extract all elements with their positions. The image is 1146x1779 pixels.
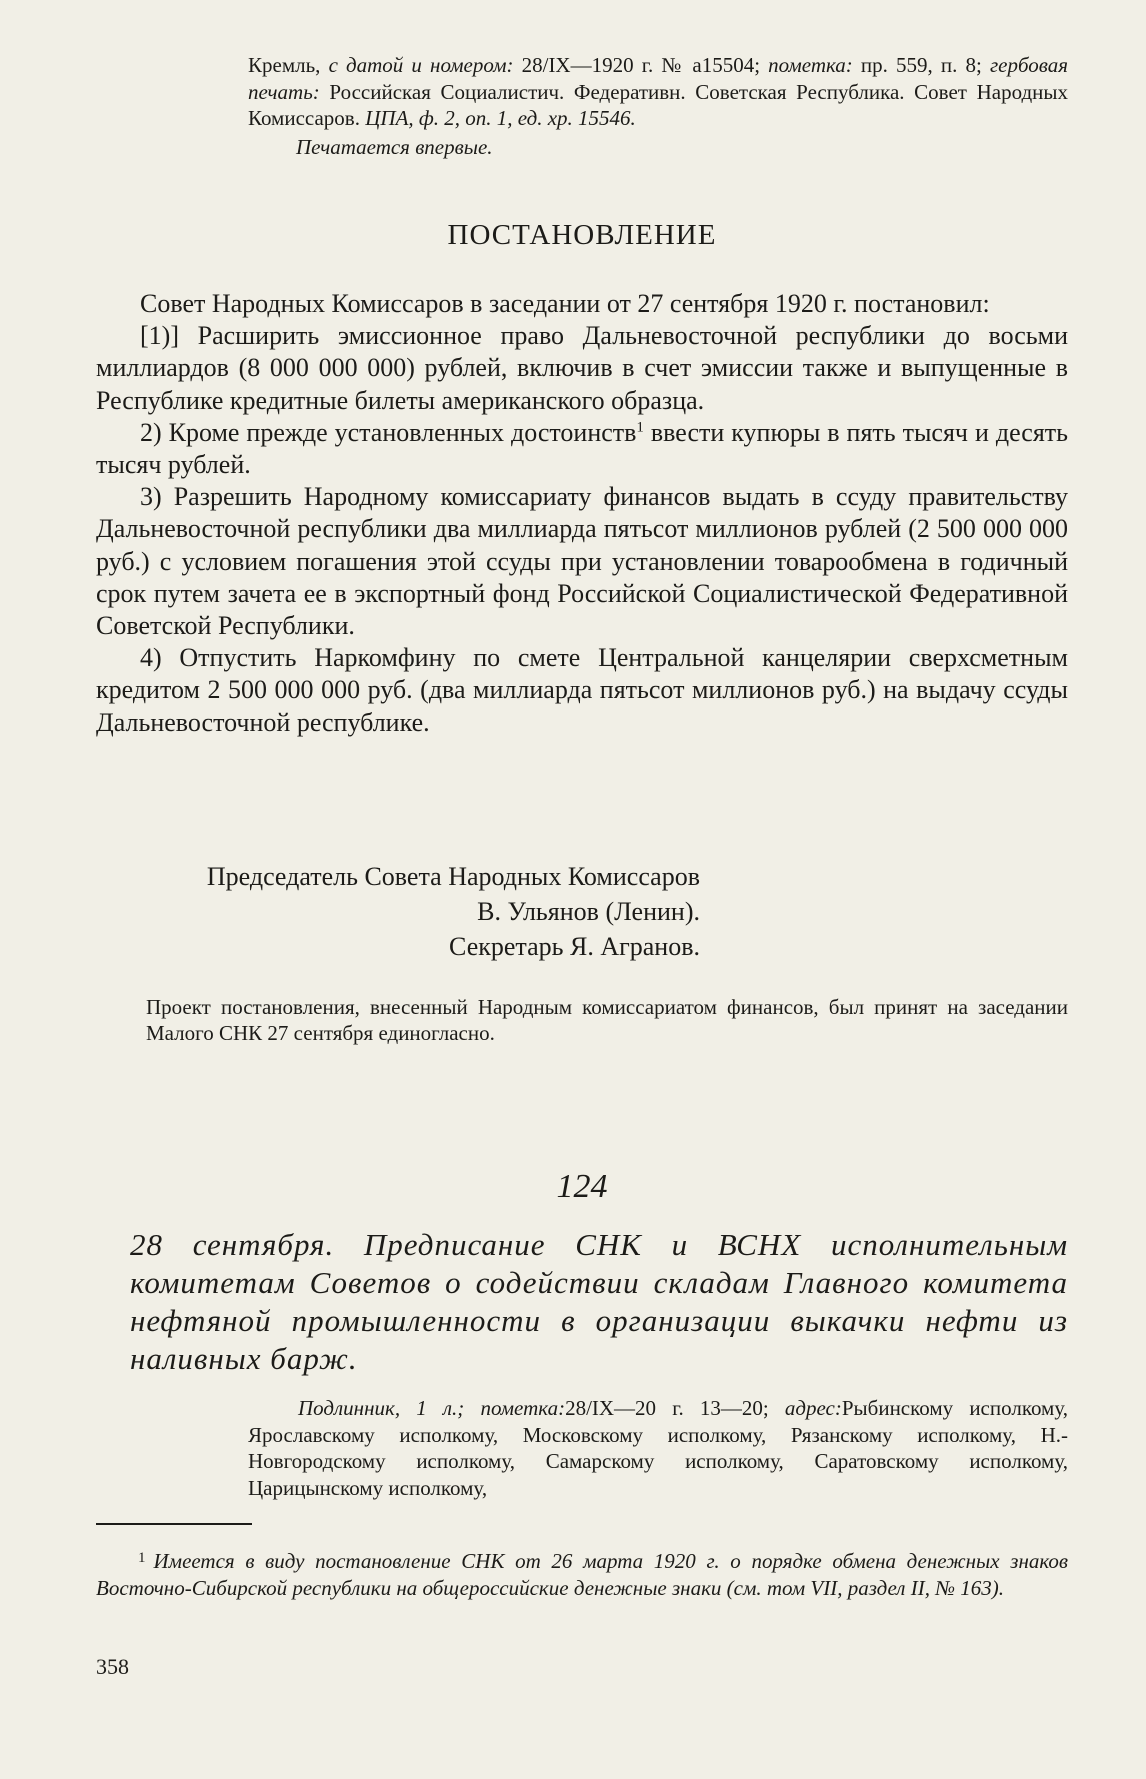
- signature-block: [0, 859, 700, 964]
- document-number: 124: [556, 1168, 608, 1205]
- signature-chairman-title: Председатель Совета Народных Комиссаров: [206, 862, 700, 891]
- address-list: Рыбинскому исполкому, Ярославскому исполкому, Московскому исполкому, Рязанскому исполкому, Н.-Новгородскому исполкому, Самарскому исполкому, Саратовскому исполкому, Царицынскому исполкому,: [248, 1396, 1068, 1500]
- source-info-text: [248, 1395, 1068, 1501]
- resolution-heading: ПОСТАНОВЛЕНИЕ: [447, 219, 717, 251]
- document-title: 28 сентября. Предписание СНК и ВСНХ исполнительным комитетам Советов о содействии складам Главного комитета нефтяной промышленности в организации выкачки нефти из наливных барж.: [130, 1227, 1068, 1376]
- footnote-divider: [96, 1523, 252, 1525]
- resolution-item-1: [1)] Расширить эмиссионное право Дальневосточной республики до восьми миллиардов (8 000 000 000) рублей, включив в счет эмиссии также и выпущенные в Республике кредитные билеты американского образца.: [96, 321, 1068, 415]
- resolution-item-3: 3) Разрешить Народному комиссариату финансов выдать в ссуду правительству Дальневосточной республики два миллиарда пятьсот миллионов рублей (2 500 000 000 руб.) с условием погашения этой ссуды при установлении товарообмена в годичный срок путем зачета ее в экспортный фонд Российской Социалистической Федеративной Советской Республики.: [96, 482, 1068, 641]
- meta-date: 28/IX—1920 г.: [521, 53, 654, 77]
- resolution-item-4: 4) Отпустить Наркомфину по смете Центральной канцелярии сверхсметным кредитом 2 500 000 000 руб. (два миллиарда пятьсот миллионов руб.) на выдачу ссуды Дальневосточной республике.: [96, 643, 1068, 737]
- printed-first-note: Печатается впервые.: [296, 134, 493, 159]
- meta-label: с датой и номером:: [328, 53, 514, 77]
- address-label: адрес:: [784, 1396, 842, 1420]
- meta-text: Кремль,: [248, 53, 321, 77]
- item-2-text-a: 2) Кроме прежде установленных достоинств: [140, 417, 637, 447]
- meta-number: № а15504;: [661, 53, 761, 77]
- meta-label: пометка:: [768, 53, 853, 77]
- source-mark: 28/IX—20 г. 13—20;: [565, 1396, 769, 1420]
- page-number: 358: [96, 1654, 129, 1679]
- resolution-item-2: [96, 417, 1068, 481]
- footnote: [96, 1545, 1068, 1601]
- signature-secretary: Секретарь Я. Агранов.: [449, 932, 700, 961]
- footnote-mark: 1: [138, 1550, 146, 1566]
- meta-text: пр. 559, п. 8;: [860, 53, 982, 77]
- source-metadata: [248, 52, 1068, 160]
- meta-archive: ЦПА, ф. 2, оп. 1, ед. хр. 15546.: [365, 106, 636, 130]
- resolution-body: [96, 288, 1068, 739]
- footnote-reference[interactable]: 1: [636, 419, 644, 436]
- document-source-info: [248, 1395, 1068, 1501]
- meta-stamp-text: Российская Социалистич. Федеративн. Советская Республика. Совет Народных Комиссаров.: [248, 79, 1068, 130]
- editorial-note: Проект постановления, внесенный Народным комиссариатом финансов, был принят на заседании Малого СНК 27 сентября единогласно.: [146, 995, 1068, 1045]
- meta-label: гербовая печать:: [248, 53, 1069, 104]
- source-label: Подлинник, 1 л.; пометка:: [298, 1396, 566, 1420]
- resolution-intro: Совет Народных Комиссаров в заседании от 27 сентября 1920 г. постановил:: [140, 289, 990, 318]
- signature-chairman-name: В. Ульянов (Ленин).: [477, 897, 700, 926]
- footnote-text: Имеется в виду постановление СНК от 26 марта 1920 г. о порядке обмена денежных знаков Восточно-Сибирской республики на общероссийские денежные знаки (см. том VII, раздел II, № 163).: [96, 1549, 1068, 1600]
- item-2-text-b: ввести купюры в пять тысяч и десять тысяч рублей.: [96, 417, 1068, 480]
